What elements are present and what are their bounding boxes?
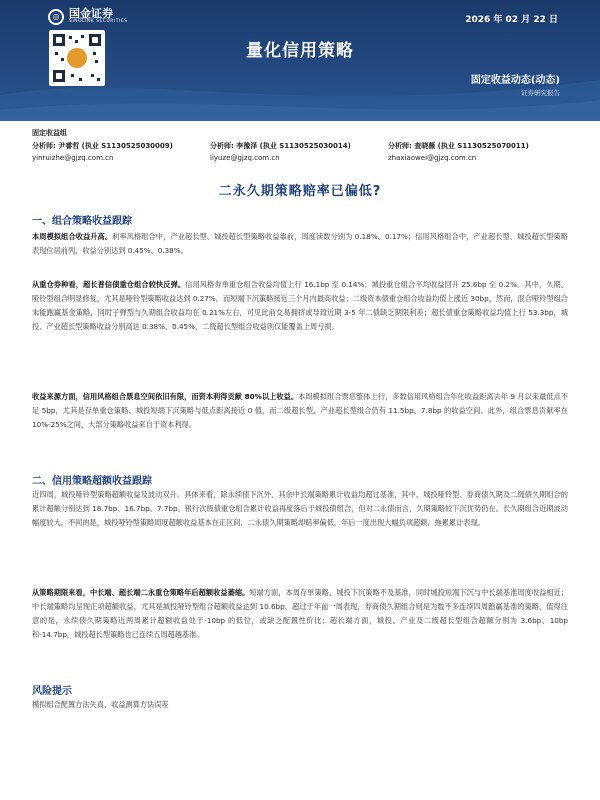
paragraph [32,586,568,642]
paragraph-lead: 本周模拟组合收益升高。 [32,232,113,241]
paragraph [32,488,568,530]
section-heading: 风险提示 [32,686,72,697]
logo-mark-icon: ◎ [48,9,64,25]
report-header [0,0,600,121]
analyst-email: zhaxiaowei@gjzq.com.cn [388,154,477,162]
analyst-email: liyuze@gjzq.com.cn [210,154,280,162]
company-logo [48,8,128,25]
paragraph-body: 模拟组合配置方法失真，收益测算方法误差 [32,700,169,709]
paragraph-body: 信用风格券单重仓组合收益均值上行 16.1bp 至 0.14%；城投重仓组合平均收益回升 25.6bp 至 0.2%。其中，久期、哑铃型组合明显修复，尤其是哑铃型策略收益达到 0.27%，而短端下沉策略接近三个月内最高收益；二级资本债重仓组合收益均值上涨近 30bp，然而，混合哑铃型组合未能跑赢基金策略，同时子弹型与久期组合收益均在 0.21%左右，可见此前交易拥挤或导致近期 3-5 年二债缺乏期限利差；超长债重仓策略收益均值上行 53.3bp，城投、产业超长型策略收益分别高达 0.38%、0.45%，二级超长型组合收益则仅能覆盖上周亏损。 [32,280,568,331]
report-category: 证券研究报告 [521,89,560,97]
report-title: 量化信用策略 [246,41,354,61]
paragraph [32,278,568,334]
section-heading: 二、信用策略超额收益跟踪 [32,476,152,487]
paragraph-body: 利率风格组合中，产业超长型、城投超长型策略收益靠前，周度读数分别为 0.18%、0.17%；信用风格组合中，产业超长型、城投超长型策略表现位居前列，收益分别达到 0.45%、0.38%。 [32,232,568,255]
paragraph-body: 近四周，城投哑铃型策略超额收益及波动双升。具体来看，除永续债下沉外，其余中长端策略累计收益均超过基准，其中，城投哑铃型、券商债久期及二级债久期组合的累计超额分别达到 18.7bp、16.7bp、7.7bp。银行次级债重仓组合累计收益再度落后于城投债组合，但对二永债而言，久期策略较下沉优势仍在。长久期组合近期波动幅度较大，不同的是，城投哑铃型策略周度超额收益基本在正区间，二永债久期策略却赔率偏低，年后一度出现大幅负项超额，拖累累计表现。 [32,490,568,527]
analyst-3 [388,140,529,164]
paragraph [32,390,568,432]
report-headline: 二永久期策略赔率已偏低? [218,184,382,199]
analyst-name: 分析师: 查晓薇 (执业 S1130525070011) [388,142,529,150]
paragraph-body: 本周模拟组合票息整体上行，多数信用风格组合年化收益距离去年 9 月以来最低点不足 5bp，尤其是存单重仓策略、城投短端下沉策略与低点距离接近 0 值，而二级超长型、产业超长型组合仍有 11.5bp、7.8bp 的收益空间。此外，组合票息贡献率在 10%-25%之间，大部分策略收益来自于资本利得。 [32,392,568,429]
paragraph-lead: 从策略期限来看，中长端、超长端二永重仓策略年后超额收益萎缩。 [32,588,250,597]
report-type: 固定收益动态(动态) [470,75,560,86]
section-heading: 一、组合策略收益跟踪 [32,216,132,227]
report-date: 2026 年 02 月 22 日 [465,15,558,25]
analyst-name: 分析师: 尹睿哲 (执业 S1130525030009) [32,142,173,150]
analyst-email: yinruizhe@gjzq.com.cn [32,154,114,162]
author-group-label: 固定收益组 [32,129,67,137]
logo-subtitle: SINOLINK SECURITIES [69,19,128,24]
paragraph [32,230,568,258]
analyst-2 [210,140,351,164]
analyst-name: 分析师: 李豫泽 (执业 S1130525030014) [210,142,351,150]
paragraph [32,698,568,712]
analyst-1 [32,140,173,164]
paragraph-body: 短端方面，本周存单策略、城投下沉策略不及基准，同时城投短端下沉与中长端基准周度收益相近；中长端策略均呈现正项超额收益，尤其是城投哑铃型组合超额收益达到 10.6bp，超过于年前一周表现，券商债久期组合则是为数不多连续四周跑赢基准的策略，值得注意的是，永续债久期策略近两周累计超额收益处于-10bp 的低位，或缺乏配置性价比；超长端方面，城投、产业及二级超长型组合超额分别为 3.6bp、10bp 和-14.7bp，城投超长型策略也已连续五周超越基准。 [32,588,568,639]
logo-name: 国金证券 [69,7,113,20]
paragraph-lead: 从重仓券种看，超长普信债重仓组合较快反弹。 [32,280,186,289]
paragraph-lead: 收益来源方面，信用风格组合票息空间依旧有限，而资本利得贡献 80%以上收益。 [32,392,299,401]
